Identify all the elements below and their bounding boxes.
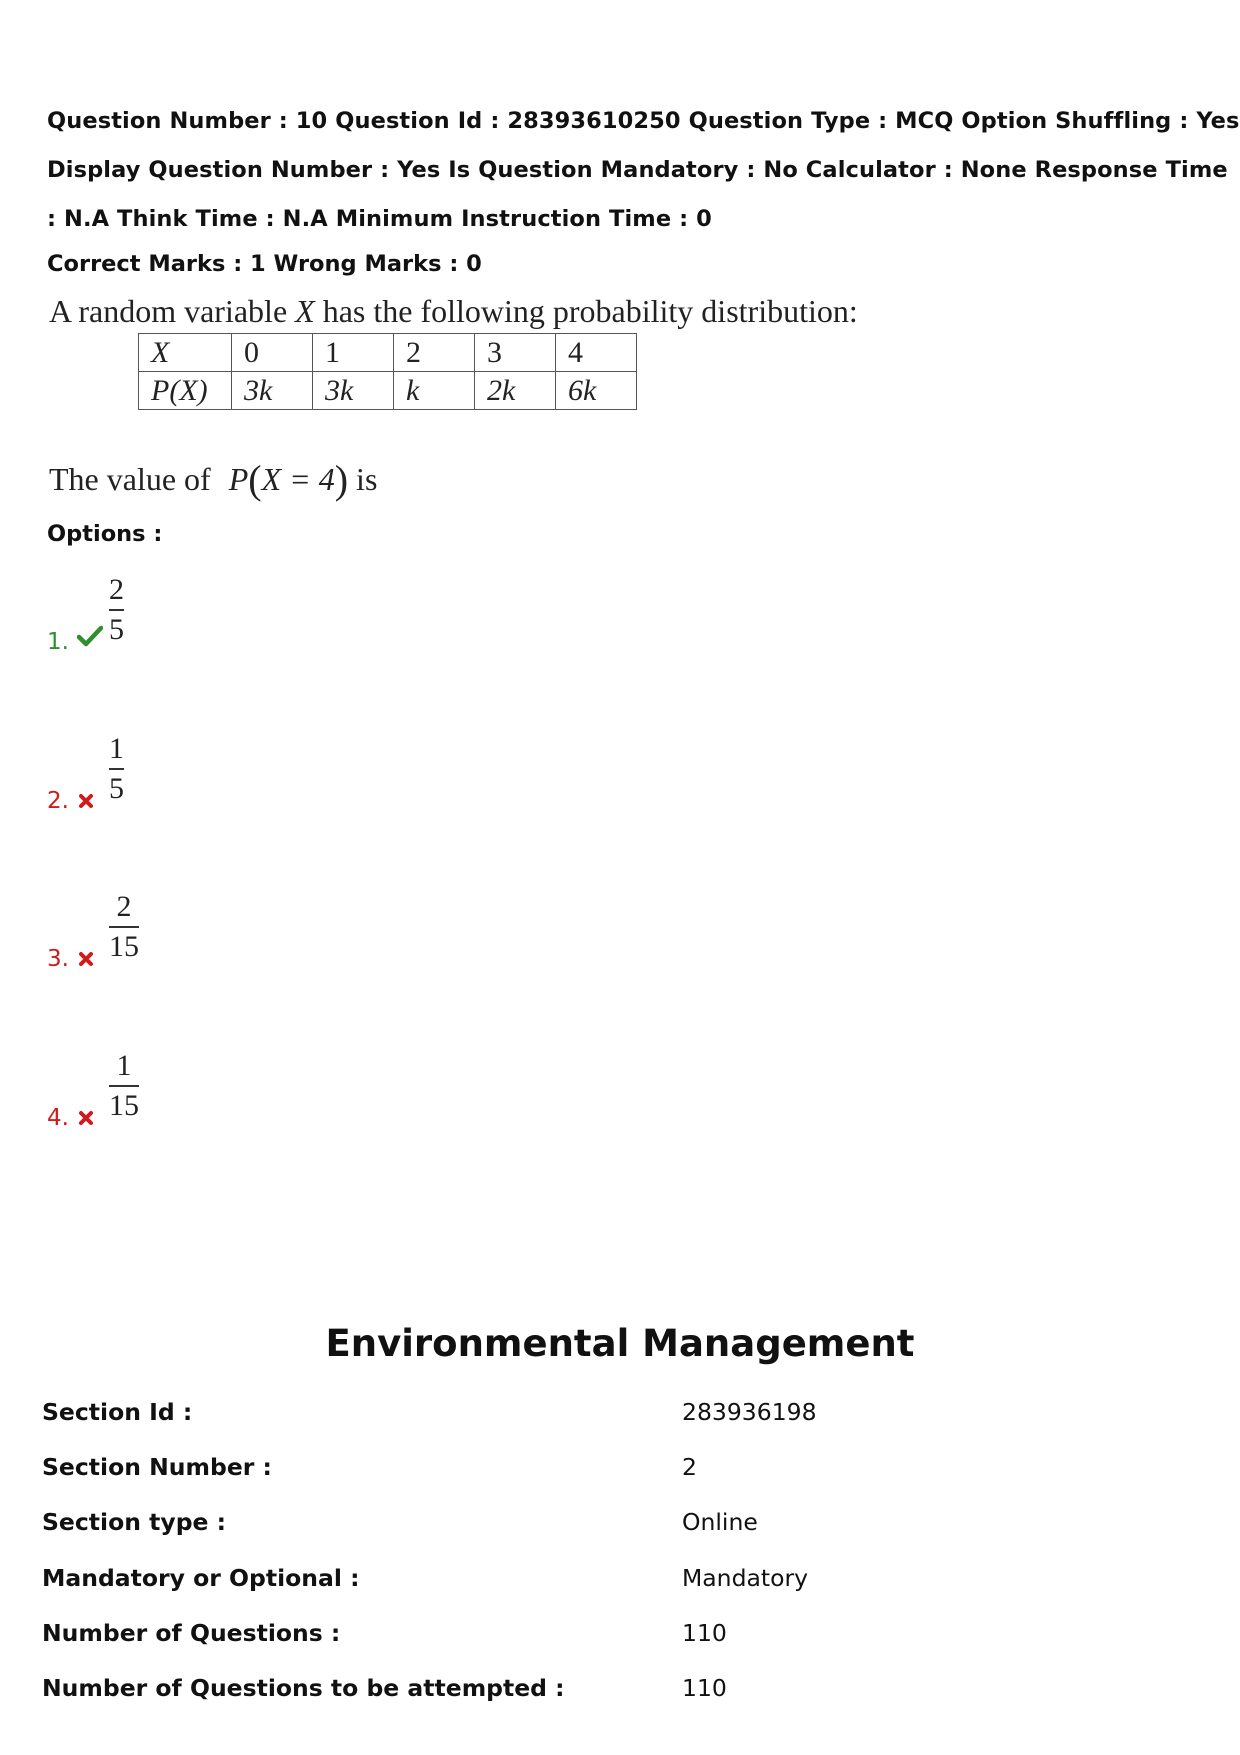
option-number: 2. <box>47 788 69 814</box>
section-row-number <box>42 1453 1202 1493</box>
section-row-type <box>42 1508 1202 1548</box>
question-meta <box>47 97 1240 244</box>
section-title: Environmental Management <box>325 1322 915 1365</box>
table-cell: 4 <box>556 334 637 372</box>
cross-icon <box>78 1107 94 1131</box>
marks-line: Correct Marks : 1 Wrong Marks : 0 <box>47 251 482 277</box>
table-cell: k <box>394 372 475 410</box>
option-fraction: 1 15 <box>109 1049 139 1122</box>
question-intro-after: has the following probability distribution: <box>322 293 858 329</box>
question-prompt-before: The value of <box>49 461 211 497</box>
probability-table <box>138 333 637 410</box>
question-meta-line-3: : N.A Think Time : N.A Minimum Instruction Time : 0 <box>47 206 712 232</box>
section-row-key: Number of Questions : <box>42 1619 341 1647</box>
question-meta-line-1: Question Number : 10 Question Id : 28393610250 Question Type : MCQ Option Shuffling : Yes <box>47 108 1240 134</box>
table-cell: 2k <box>475 372 556 410</box>
table-cell: 3k <box>313 372 394 410</box>
section-row-key: Section Id : <box>42 1398 193 1426</box>
table-cell: 3k <box>232 372 313 410</box>
option-number: 1. <box>47 629 69 655</box>
question-prompt-math: P(X = 4) <box>228 457 349 502</box>
table-header-px: P(X) <box>139 372 232 410</box>
section-row-key: Number of Questions to be attempted : <box>42 1674 565 1702</box>
table-header-x: X <box>139 334 232 372</box>
section-row-mandatory <box>42 1564 1202 1604</box>
section-row-id <box>42 1398 1202 1438</box>
option-fraction: 2 15 <box>109 890 139 963</box>
section-row-value: 110 <box>682 1619 727 1647</box>
question-intro-before: A random variable <box>49 293 288 329</box>
option-fraction: 2 5 <box>109 573 124 646</box>
section-row-value: 2 <box>682 1453 697 1481</box>
question-intro <box>49 293 858 330</box>
cross-icon <box>78 948 94 972</box>
table-cell: 0 <box>232 334 313 372</box>
question-prompt <box>49 456 377 503</box>
section-row-key: Section type : <box>42 1508 227 1536</box>
option-4[interactable] <box>47 1050 347 1140</box>
table-cell: 6k <box>556 372 637 410</box>
table-cell: 3 <box>475 334 556 372</box>
option-fraction: 1 5 <box>109 732 124 805</box>
question-meta-line-2: Display Question Number : Yes Is Question Mandatory : No Calculator : None Response Time <box>47 157 1228 183</box>
check-icon <box>77 624 103 653</box>
question-prompt-after: is <box>356 461 378 497</box>
table-cell: 1 <box>313 334 394 372</box>
section-row-question-count <box>42 1619 1202 1659</box>
section-row-key: Mandatory or Optional : <box>42 1564 360 1592</box>
option-number: 4. <box>47 1105 69 1131</box>
table-row-px <box>139 372 637 410</box>
option-2[interactable] <box>47 733 347 823</box>
option-3[interactable] <box>47 891 347 981</box>
section-row-value: 110 <box>682 1674 727 1702</box>
options-label: Options : <box>47 521 163 547</box>
cross-icon <box>78 790 94 814</box>
question-variable: X <box>295 293 315 329</box>
section-row-value: Online <box>682 1508 758 1536</box>
option-number: 3. <box>47 946 69 972</box>
option-1[interactable] <box>47 574 347 664</box>
table-cell: 2 <box>394 334 475 372</box>
section-row-attempt-count <box>42 1674 1202 1714</box>
table-row-x <box>139 334 637 372</box>
section-row-value: 283936198 <box>682 1398 817 1426</box>
section-row-key: Section Number : <box>42 1453 272 1481</box>
section-row-value: Mandatory <box>682 1564 809 1592</box>
